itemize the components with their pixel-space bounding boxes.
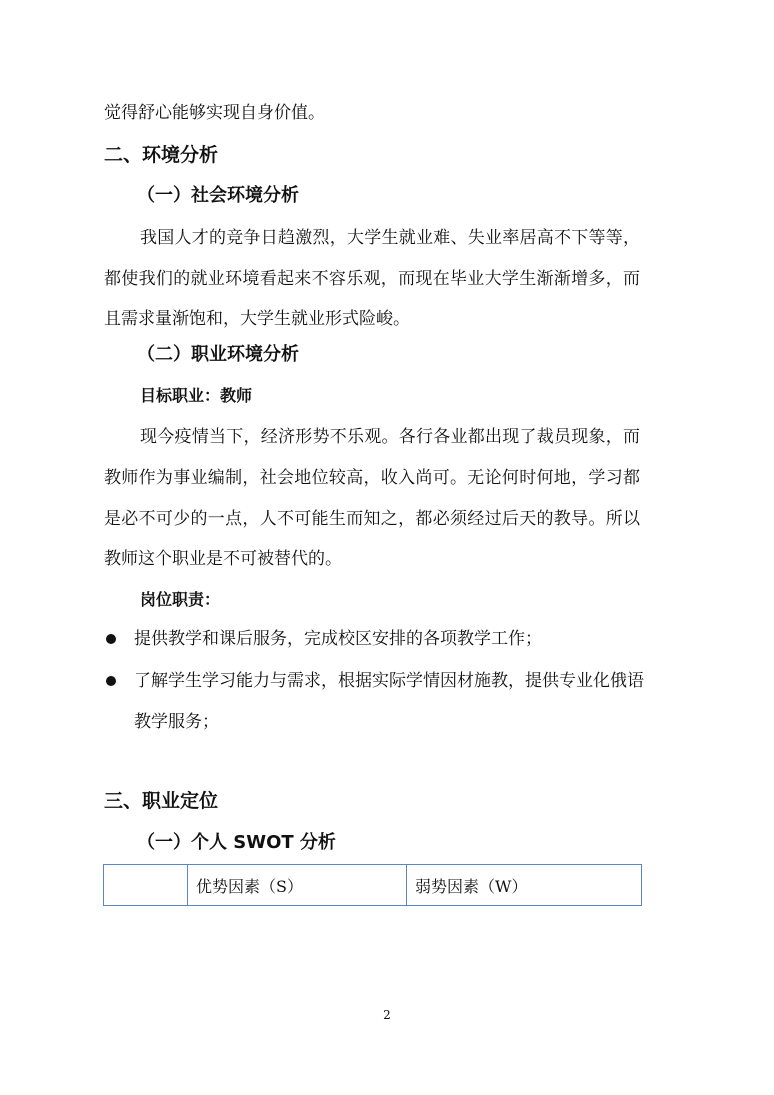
bullet-icon: [106, 634, 116, 644]
swot-corner-cell: [104, 865, 188, 906]
duty-item-2-line-1: 了解学生学习能力与需求，根据实际学情因材施教，提供专业化俄语: [134, 671, 644, 691]
subsection-heading-social: （一）社会环境分析: [137, 185, 299, 206]
page-number: 2: [383, 1008, 391, 1022]
section-heading-environment: 二、环境分析: [104, 144, 219, 166]
duties-title: 岗位职责：: [140, 590, 221, 609]
section-heading-positioning: 三、职业定位: [104, 790, 219, 812]
career-paragraph-line-3: 是必不可少的一点，人不可能生而知之，都必须经过后天的教导。所以: [104, 509, 640, 529]
social-paragraph-line-1: 我国人才的竞争日趋激烈，大学生就业难、失业率居高不下等等，: [140, 228, 640, 248]
duty-item-2-line-2: 教学服务；: [134, 712, 219, 732]
subsection-heading-swot: （一）个人 SWOT 分析: [137, 832, 336, 853]
paragraph-tail: 觉得舒心能够实现自身价值。: [104, 103, 325, 123]
career-paragraph-line-1: 现今疫情当下，经济形势不乐观。各行各业都出现了裁员现象，而: [140, 427, 640, 447]
target-career-label: 目标职业：教师: [140, 386, 253, 405]
career-paragraph-line-2: 教师作为事业编制，社会地位较高，收入尚可。无论何时何地，学习都: [104, 468, 640, 488]
social-paragraph-line-2: 都使我们的就业环境看起来不容乐观，而现在毕业大学生渐渐增多，而: [104, 269, 640, 289]
career-paragraph-line-4: 教师这个职业是不可被替代的。: [104, 549, 342, 569]
subsection-heading-career: （二）职业环境分析: [137, 344, 299, 365]
swot-table: [103, 864, 642, 906]
table-row: [104, 865, 642, 906]
swot-header-weaknesses: 弱势因素（W）: [407, 865, 642, 906]
swot-header-strengths: 优势因素（S）: [188, 865, 407, 906]
social-paragraph-line-3: 且需求量渐饱和，大学生就业形式险峻。: [104, 309, 410, 329]
duty-item-1: 提供教学和课后服务，完成校区安排的各项教学工作；: [134, 629, 542, 649]
bullet-icon: [106, 676, 116, 686]
